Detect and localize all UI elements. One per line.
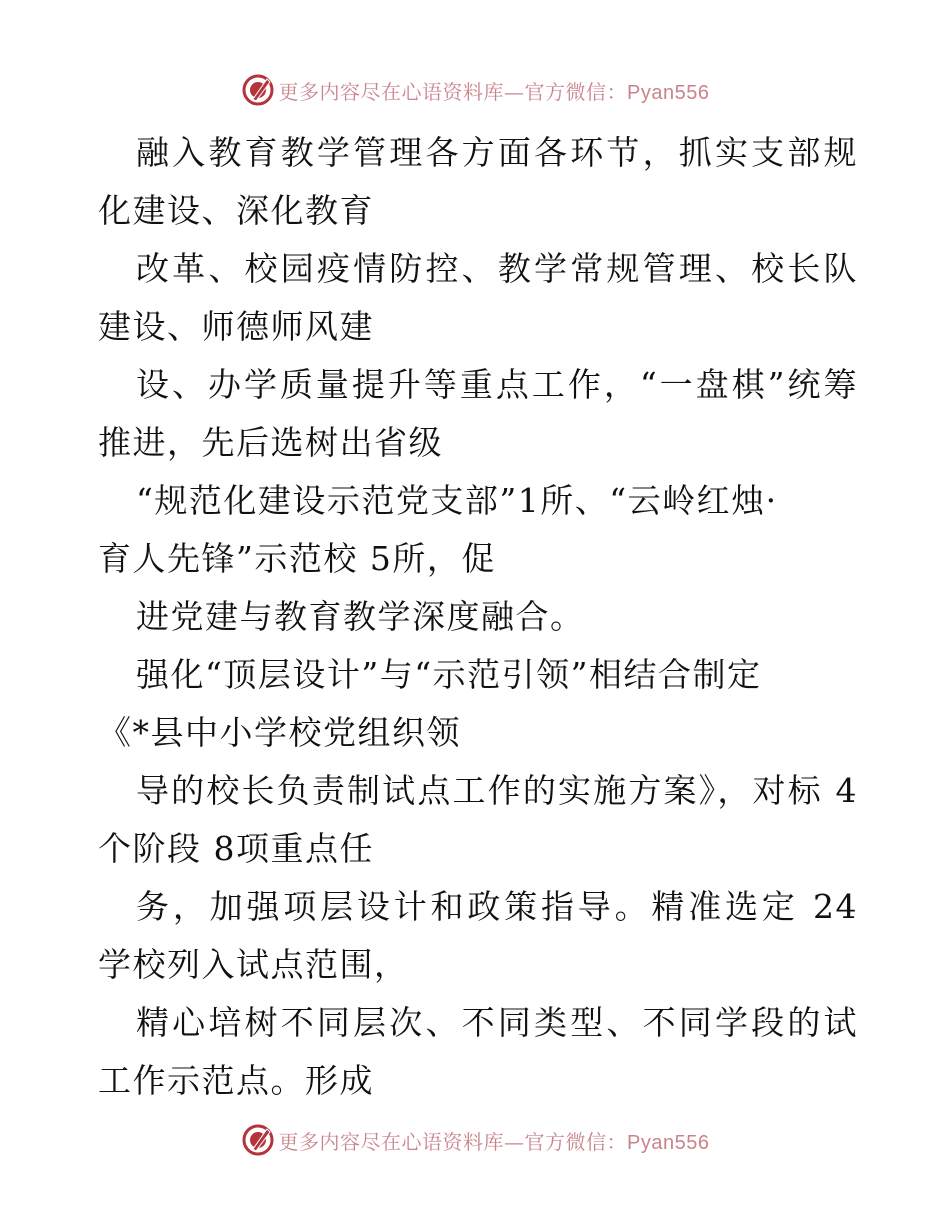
document-body (98, 124, 858, 1110)
text-line: “规范化建设示范党支部”1所、“云岭红烛· (136, 481, 778, 520)
text-line: 化建设、深化教育 (98, 191, 374, 230)
banner-text: 更多内容尽在心语资料库—官方微信：Pyan556 (278, 79, 710, 104)
header-banner (0, 70, 950, 110)
pen-logo-icon (241, 1123, 275, 1157)
text-line: 建设、师德师风建 (98, 307, 374, 346)
text-line: 务，加强项层设计和政策指导。精准选定 24 (136, 887, 858, 926)
text-line: 《*县中小学校党组织领 (98, 713, 461, 752)
text-line: 育人先锋”示范校 5所，促 (98, 539, 496, 578)
text-line: 改革、校园疫情防控、教学常规管理、校长队 (136, 249, 858, 288)
wechat-id: Pyan556 (627, 1131, 710, 1154)
text-line: 精心培树不同层次、不同类型、不同学段的试 (136, 1003, 858, 1042)
text-line: 导的校长负责制试点工作的实施方案》，对标 4 (136, 771, 858, 810)
text-line: 设、办学质量提升等重点工作，“一盘棋”统筹 (136, 365, 858, 404)
text-line: 学校列入试点范围， (98, 945, 409, 984)
text-line: 强化“顶层设计”与“示范引领”相结合制定 (136, 655, 762, 694)
footer-banner (0, 1120, 950, 1160)
banner-text: 更多内容尽在心语资料库—官方微信：Pyan556 (278, 1129, 710, 1154)
wechat-id: Pyan556 (627, 81, 710, 104)
text-line: 进党建与教育教学深度融合。 (136, 597, 585, 636)
text-line: 融入教育教学管理各方面各环节，抓实支部规 (136, 133, 858, 172)
pen-logo-icon (241, 73, 275, 107)
text-line: 推进，先后选树出省级 (98, 423, 443, 462)
text-line: 工作示范点。形成 (98, 1061, 374, 1100)
text-line: 个阶段 8项重点任 (98, 829, 374, 868)
